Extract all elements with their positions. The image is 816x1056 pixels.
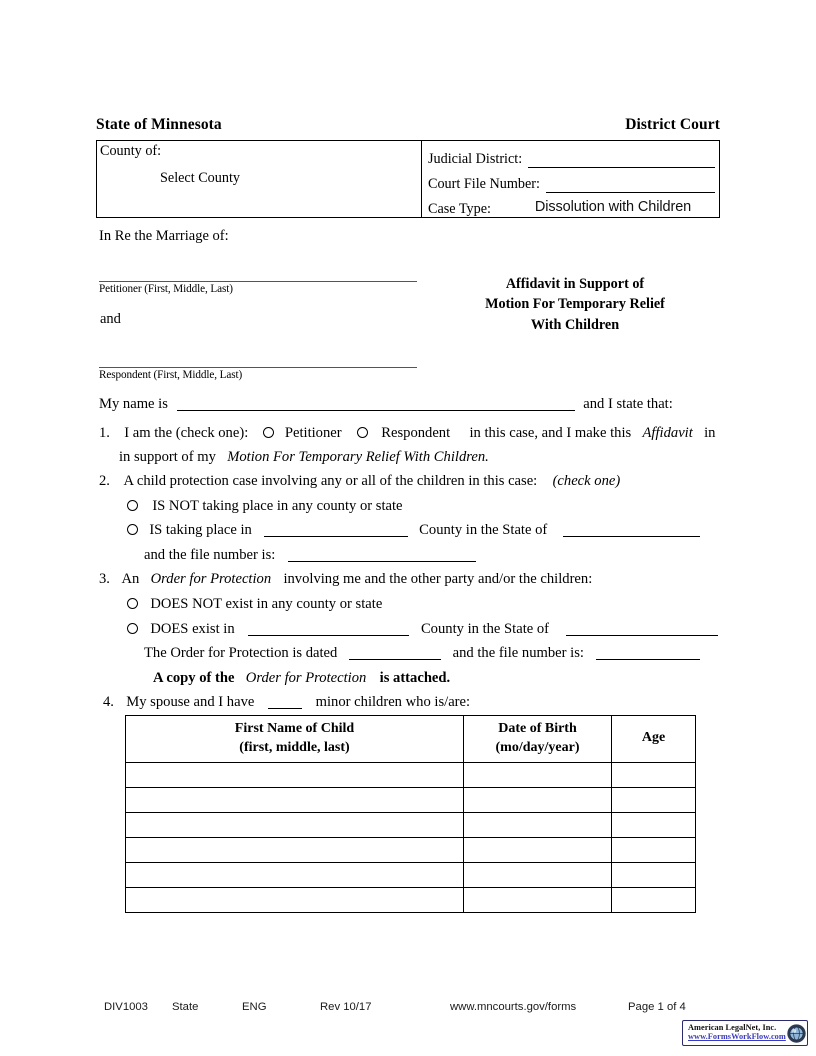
- footer-revision: Rev 10/17: [320, 1001, 372, 1013]
- item-2-file-number-line: [144, 547, 476, 564]
- item-3-attached-italic: Order for Protection: [245, 670, 367, 686]
- cell-child-dob[interactable]: [464, 763, 612, 788]
- item-3-dated-line: [144, 645, 700, 662]
- court-file-number-field[interactable]: [546, 172, 715, 193]
- and-i-state-label: and I state that:: [583, 396, 673, 412]
- publisher-name: American LegalNet, Inc.: [688, 1023, 777, 1033]
- radio-child-protection-yes[interactable]: [127, 524, 138, 535]
- item-1-italic-motion: Motion For Temporary Relief With Children.: [227, 449, 489, 465]
- cell-child-age[interactable]: [612, 838, 696, 863]
- item-2-file-number-input[interactable]: [288, 547, 476, 562]
- item-1-line-1: [99, 425, 715, 442]
- publisher-logo-text: [685, 1024, 786, 1041]
- document-title-line-3: With Children: [530, 316, 620, 333]
- item-3-option-b: [127, 621, 718, 638]
- judicial-district-label: Judicial District:: [428, 151, 523, 168]
- court-file-number-label: Court File Number:: [428, 176, 540, 193]
- petitioner-name-rule[interactable]: [99, 281, 417, 282]
- cell-child-age[interactable]: [612, 788, 696, 813]
- case-type-field[interactable]: Dissolution with Children: [511, 197, 715, 218]
- cell-child-dob[interactable]: [464, 788, 612, 813]
- my-name-input[interactable]: [177, 396, 575, 411]
- item-3-attached-pre: A copy of the: [153, 670, 235, 686]
- item-3-text-post: involving me and the other party and/or the children:: [283, 571, 593, 587]
- children-table-body: [126, 763, 696, 913]
- in-re-marriage-label: In Re the Marriage of:: [99, 228, 229, 244]
- county-of-label: County of:: [100, 143, 162, 159]
- item-3-attached-line: [153, 670, 450, 687]
- item-2-file-number-label: and the file number is:: [144, 547, 276, 563]
- table-row: [126, 888, 696, 913]
- item-3-dated-label: The Order for Protection is dated: [144, 645, 338, 661]
- cell-child-dob[interactable]: [464, 888, 612, 913]
- item-2-option-a-label: IS NOT taking place in any county or state: [152, 498, 403, 514]
- case-caption-box: [96, 140, 720, 218]
- item-2-option-b-label: IS taking place in: [149, 522, 252, 538]
- caption-county-cell: [97, 141, 422, 217]
- cell-child-dob[interactable]: [464, 813, 612, 838]
- cell-child-name[interactable]: [126, 888, 464, 913]
- my-name-line: [99, 396, 673, 413]
- my-name-label: My name is: [99, 396, 168, 412]
- radio-ofp-yes[interactable]: [127, 623, 138, 634]
- column-header-child-name-line-1: First Name of Child: [234, 721, 355, 736]
- column-header-child-name-line-2: (first, middle, last): [239, 739, 350, 755]
- item-1-number: 1.: [99, 425, 110, 441]
- cell-child-name[interactable]: [126, 788, 464, 813]
- globe-icon: [786, 1023, 807, 1044]
- item-3-option-b-label: DOES exist in: [150, 621, 235, 637]
- item-3-attached-post: is attached.: [379, 670, 451, 686]
- column-header-age-line-1: Age: [641, 730, 666, 746]
- petitioner-label: Petitioner (First, Middle, Last): [99, 283, 233, 295]
- table-row: [126, 788, 696, 813]
- item-3-file-number-label: and the file number is:: [452, 645, 584, 661]
- item-2-number: 2.: [99, 473, 110, 489]
- cell-child-name[interactable]: [126, 813, 464, 838]
- page-footer: [104, 1001, 712, 1013]
- children-table-header-row: [126, 716, 696, 763]
- column-header-dob: [464, 716, 612, 763]
- column-header-child-name: [126, 716, 464, 763]
- cell-child-age[interactable]: [612, 813, 696, 838]
- and-label: and: [100, 311, 121, 327]
- court-file-number-row: [428, 168, 715, 193]
- item-3-option-a-label: DOES NOT exist in any county or state: [150, 596, 383, 612]
- item-2-line-1: [99, 473, 620, 490]
- caption-court-cell: [422, 141, 719, 217]
- item-4-number: 4.: [103, 694, 114, 710]
- document-title-line-2: Motion For Temporary Relief: [485, 296, 665, 313]
- item-3-county-input[interactable]: [248, 621, 409, 636]
- item-3-state-input[interactable]: [566, 621, 718, 636]
- respondent-name-rule[interactable]: [99, 367, 417, 368]
- page-header: [96, 116, 720, 134]
- item-3-line-1: [99, 571, 592, 588]
- cell-child-name[interactable]: [126, 838, 464, 863]
- item-3-italic-ofp: Order for Protection: [150, 571, 272, 587]
- footer-page-number: Page 1 of 4: [628, 1001, 686, 1013]
- cell-child-name[interactable]: [126, 763, 464, 788]
- item-4-text-pre: My spouse and I have: [126, 694, 255, 710]
- item-3-number: 3.: [99, 571, 110, 587]
- column-header-dob-line-2: (mo/day/year): [495, 739, 580, 755]
- document-title-line-1: Affidavit in Support of: [505, 276, 645, 292]
- item-3-state-label: County in the State of: [420, 621, 550, 637]
- item-2-check-one: (check one): [552, 473, 621, 489]
- table-row: [126, 838, 696, 863]
- document-title: [430, 274, 720, 335]
- footer-scope: State: [172, 1001, 199, 1013]
- cell-child-name[interactable]: [126, 863, 464, 888]
- respondent-label: Respondent (First, Middle, Last): [99, 369, 243, 381]
- radio-petitioner[interactable]: [263, 427, 274, 438]
- cell-child-dob[interactable]: [464, 838, 612, 863]
- footer-language: ENG: [242, 1001, 267, 1013]
- item-1-italic-affidavit: Affidavit: [642, 425, 693, 441]
- column-header-age: [612, 716, 696, 763]
- item-1-text-a: I am the (check one):: [124, 425, 249, 441]
- item-2-state-label: County in the State of: [419, 522, 548, 538]
- item-4-count-input[interactable]: [268, 694, 302, 709]
- county-select-value[interactable]: Select County: [160, 169, 240, 186]
- item-1-text-d: in support of my: [119, 449, 216, 465]
- column-header-dob-line-1: Date of Birth: [498, 721, 577, 736]
- cell-child-age[interactable]: [612, 888, 696, 913]
- state-title: State of Minnesota: [96, 116, 222, 133]
- radio-child-protection-none[interactable]: [127, 500, 138, 511]
- children-table: [125, 715, 696, 913]
- item-2-option-b: [127, 522, 700, 539]
- cell-child-age[interactable]: [612, 763, 696, 788]
- radio-petitioner-label: Petitioner: [284, 425, 342, 441]
- cell-child-age[interactable]: [612, 863, 696, 888]
- radio-respondent[interactable]: [357, 427, 368, 438]
- footer-url: www.mncourts.gov/forms: [450, 1001, 577, 1013]
- item-3-text-pre: An: [121, 571, 140, 587]
- item-3-file-number-input[interactable]: [596, 645, 700, 660]
- item-2-state-input[interactable]: [563, 522, 700, 537]
- item-1-text-b: in this case, and I make this: [469, 425, 632, 441]
- item-2-county-input[interactable]: [264, 522, 408, 537]
- item-4-line: [103, 694, 470, 711]
- judicial-district-row: [428, 143, 715, 168]
- item-2-option-a: [127, 498, 403, 515]
- item-3-option-a: [127, 596, 382, 613]
- item-4-text-post: minor children who is/are:: [315, 694, 471, 710]
- radio-respondent-label: Respondent: [381, 425, 451, 441]
- table-row: [126, 763, 696, 788]
- publisher-url: www.FormsWorkFlow.com: [688, 1032, 786, 1041]
- item-1-line-2: [119, 449, 489, 466]
- radio-ofp-none[interactable]: [127, 598, 138, 609]
- court-title: District Court: [625, 116, 720, 133]
- case-type-row: [428, 193, 715, 218]
- cell-child-dob[interactable]: [464, 863, 612, 888]
- judicial-district-field[interactable]: [528, 147, 715, 168]
- table-row: [126, 863, 696, 888]
- item-3-dated-input[interactable]: [349, 645, 441, 660]
- item-1-text-c: in: [704, 425, 716, 441]
- publisher-logo: [682, 1020, 808, 1046]
- item-2-text: A child protection case involving any or all of the children in this case:: [123, 473, 538, 489]
- table-row: [126, 813, 696, 838]
- case-type-label: Case Type:: [428, 201, 491, 218]
- footer-form-number: DIV1003: [104, 1001, 148, 1013]
